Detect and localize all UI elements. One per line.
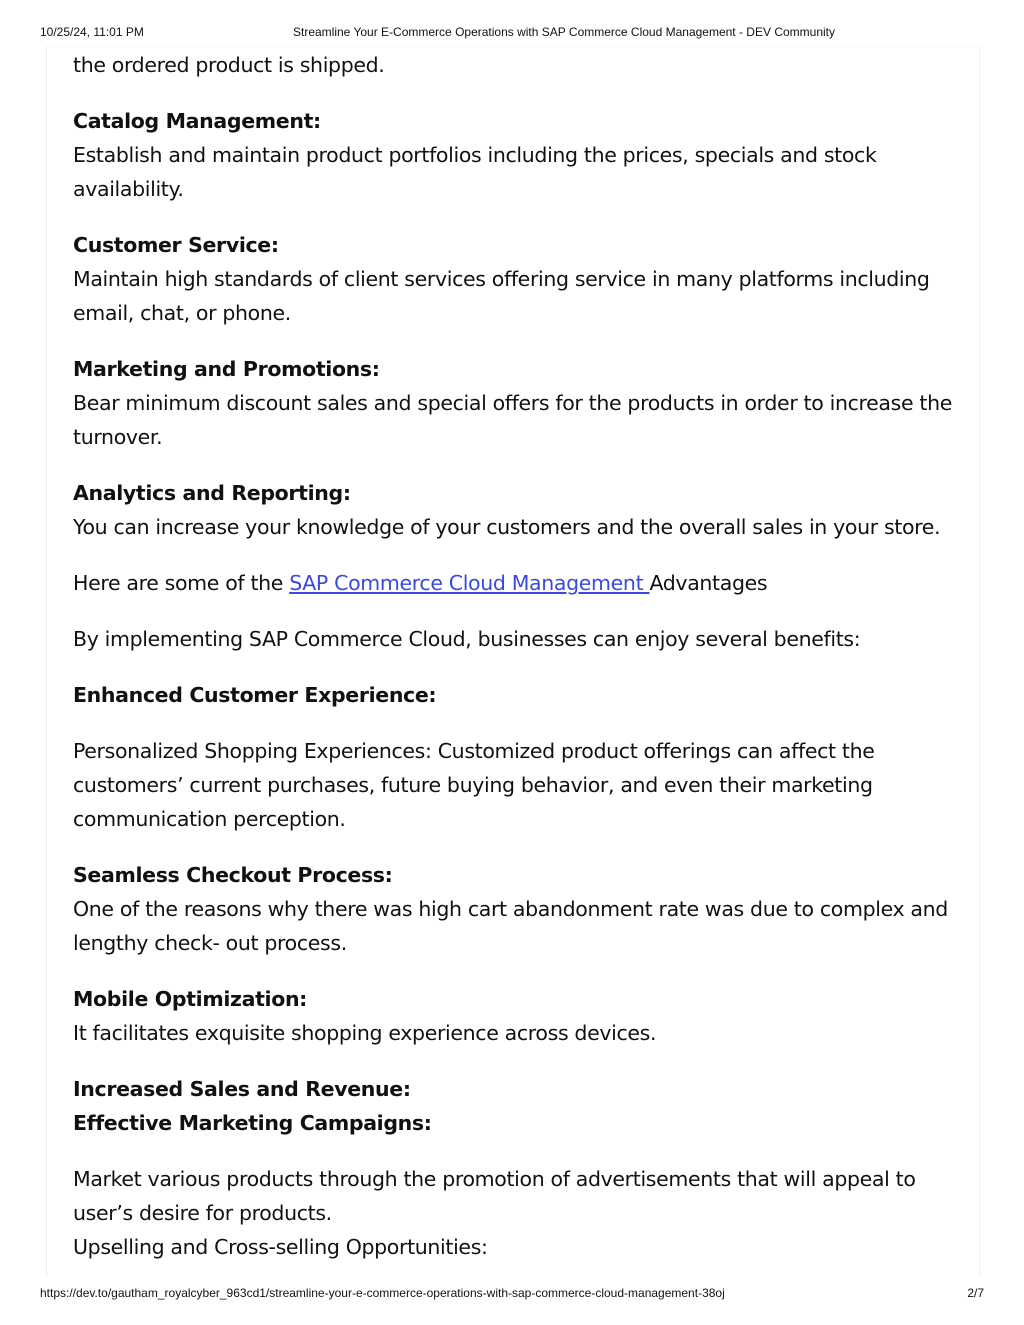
advantages-suffix: Advantages — [649, 571, 768, 595]
section-marketing — [73, 352, 973, 454]
article-body — [73, 48, 973, 1286]
mobile-heading: Mobile Optimization: — [73, 987, 308, 1011]
intro-fragment: the ordered product is shipped. — [73, 53, 385, 77]
sales-heading: Increased Sales and Revenue: — [73, 1077, 411, 1101]
advantages-line — [73, 566, 973, 600]
marketing-heading: Marketing and Promotions: — [73, 357, 380, 381]
mobile-text: It facilitates exquisite shopping experience across devices. — [73, 1021, 657, 1045]
enhanced-experience-heading: Enhanced Customer Experience: — [73, 683, 437, 707]
customer-service-heading: Customer Service: — [73, 233, 279, 257]
catalog-text: Establish and maintain product portfolios including the prices, specials and stock availability. — [73, 143, 877, 201]
section-customer-service — [73, 228, 973, 330]
benefits-intro: By implementing SAP Commerce Cloud, businesses can enjoy several benefits: — [73, 627, 861, 651]
personalized-text: Personalized Shopping Experiences: Customized product offerings can affect the customers’ current purchases, future buying behavior, and even their marketing communication perception. — [73, 739, 875, 831]
section-catalog — [73, 104, 973, 206]
sap-commerce-cloud-link[interactable]: SAP Commerce Cloud Management — [289, 571, 650, 595]
section-analytics — [73, 476, 973, 544]
section-market — [73, 1162, 973, 1264]
print-url: https://dev.to/gautham_royalcyber_963cd1/streamline-your-e-commerce-operations-with-sap-commerce-cloud-management-38oj — [40, 1286, 725, 1300]
print-page-title: Streamline Your E-Commerce Operations with SAP Commerce Cloud Management - DEV Community — [293, 25, 835, 39]
campaigns-heading: Effective Marketing Campaigns: — [73, 1111, 432, 1135]
section-checkout — [73, 858, 973, 960]
section-sales — [73, 1072, 973, 1140]
market-text: Market various products through the promotion of advertisements that will appeal to user’s desire for products. — [73, 1167, 916, 1225]
upselling-text: Upselling and Cross-selling Opportunities: — [73, 1235, 488, 1259]
analytics-heading: Analytics and Reporting: — [73, 481, 351, 505]
print-datetime: 10/25/24, 11:01 PM — [40, 25, 144, 39]
analytics-text: You can increase your knowledge of your customers and the overall sales in your store. — [73, 515, 941, 539]
section-mobile — [73, 982, 973, 1050]
advantages-prefix: Here are some of the — [73, 571, 290, 595]
page-number: 2/7 — [967, 1286, 984, 1300]
customer-service-text: Maintain high standards of client services offering service in many platforms including email, chat, or phone. — [73, 267, 930, 325]
print-footer — [40, 1286, 984, 1302]
enhanced-experience-heading-block — [73, 678, 973, 712]
marketing-text: Bear minimum discount sales and special offers for the products in order to increase the turnover. — [73, 391, 952, 449]
checkout-heading: Seamless Checkout Process: — [73, 863, 393, 887]
catalog-heading: Catalog Management: — [73, 109, 321, 133]
checkout-text: One of the reasons why there was high cart abandonment rate was due to complex and lengthy check- out process. — [73, 897, 948, 955]
print-header — [40, 25, 984, 41]
